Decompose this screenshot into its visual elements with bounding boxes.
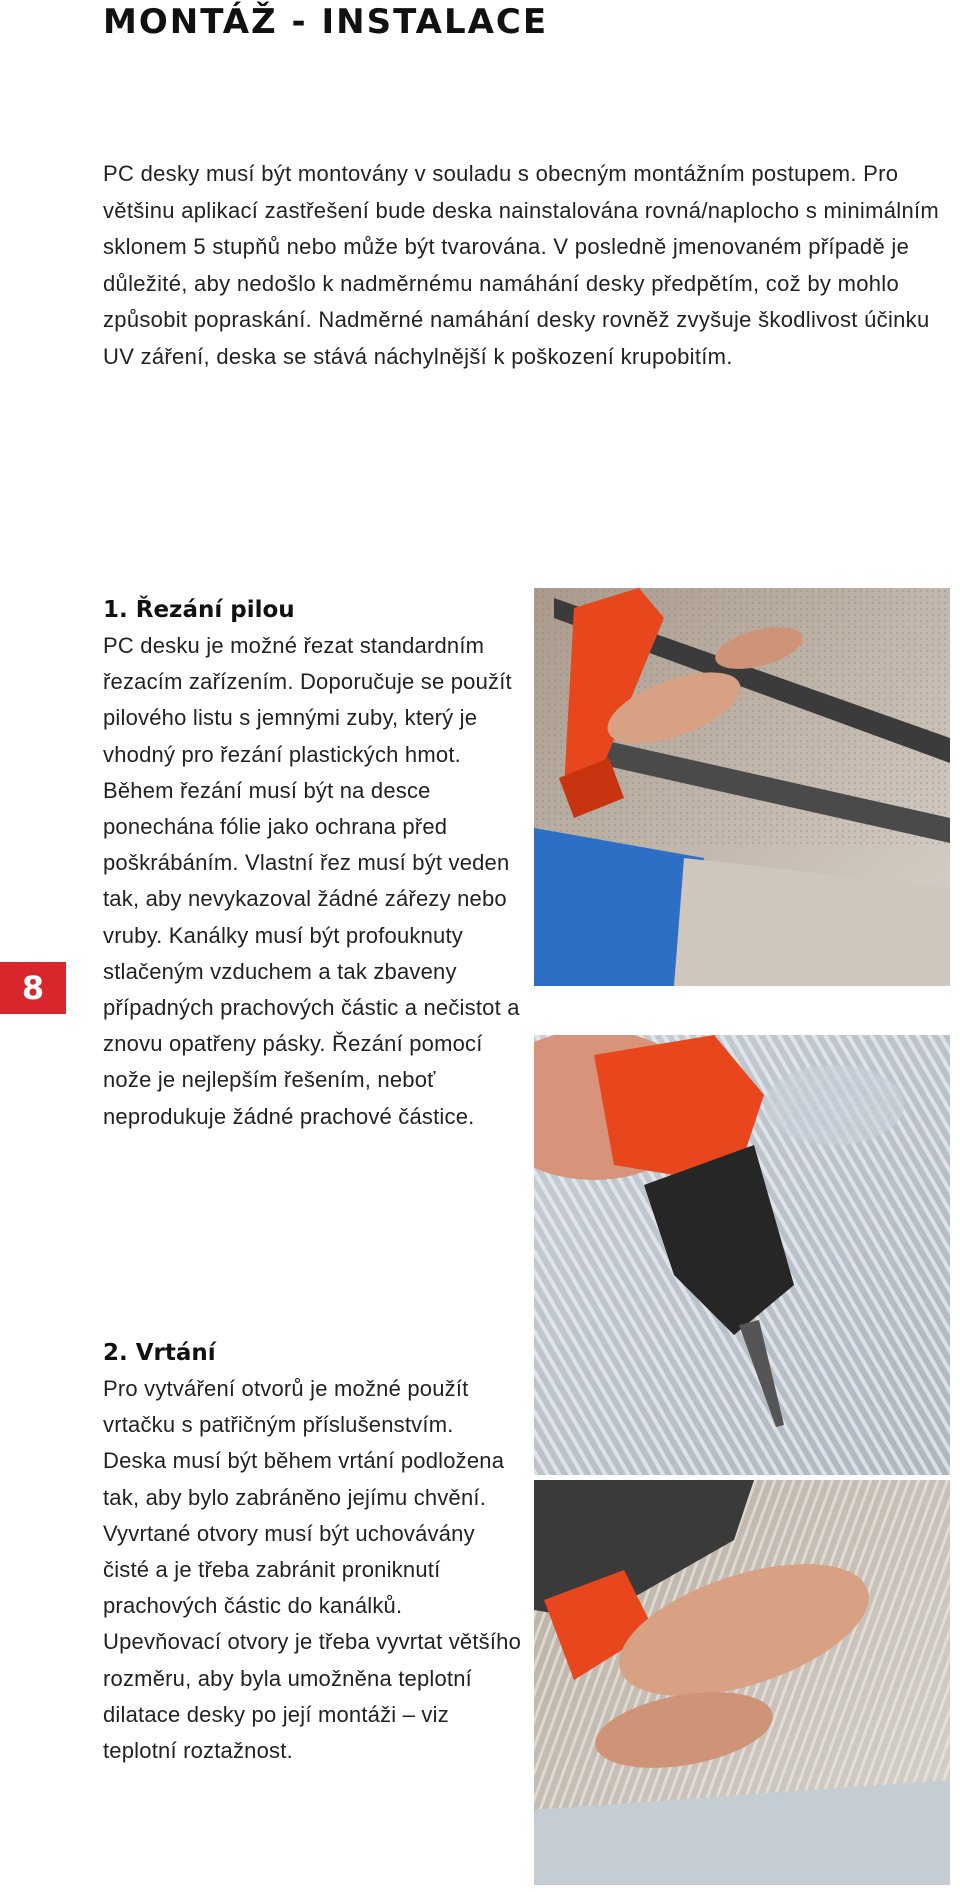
intro-paragraph: PC desky musí být montovány v souladu s obecným montážním postupem. Pro většinu aplikací zastřešení bude deska nainstalována rovná/naplocho s minimálním sklonem 5 stupňů nebo může být tvarována. V posledně jmenovaném případě je důležité, aby nedošlo k nadměrnému namáhání desky předpětím, což by mohlo způsobit popraskání. Nadměrné namáhání desky rovněž zvyšuje škodlivost účinku UV záření, deska se stává náchylnější k poškození krupobitím. <box>103 161 940 369</box>
section-drilling <box>103 1335 523 1769</box>
hacksaw-cutting-photo <box>534 588 950 986</box>
section-body: Pro vytváření otvorů je možné použít vrtačku s patřičným příslušenstvím. Deska musí být během vrtání podložena tak, aby bylo zabráněno jejímu chvění. Vyvrtané otvory musí být uchovávány čisté a je třeba zabránit proniknutí prachových částic do kanálků. Upevňovací otvory je třeba vyvrtat většího rozměru, aby byla umožněna teplotní dilatace desky po její montáži – viz teplotní roztažnost. <box>103 1376 522 1764</box>
drill-photo <box>534 1035 950 1475</box>
drilling-detail-photo <box>534 1480 950 1885</box>
section-heading: 1. Řezání pilou <box>103 597 295 623</box>
section-cutting <box>103 592 523 1135</box>
section-heading: 2. Vrtání <box>103 1340 216 1366</box>
page-number-badge: 8 <box>0 962 66 1014</box>
section-body: PC desku je možné řezat standardním řezacím zařízením. Doporučuje se použít pilového listu s jemnými zuby, který je vhodný pro řezání plastických hmot. Během řezání musí být na desce ponechána fólie jako ochrana před poškrábáním. Vlastní řez musí být veden tak, aby nevykazoval žádné zářezy nebo vruby. Kanálky musí být profouknuty stlačeným vzduchem a tak zbaveny případných prachových částic a nečistot a znovu opatřeny pásky. Řezání pomocí nože je nejlepším řešením, neboť neprodukuje žádné prachové částice. <box>103 633 520 1129</box>
page-title: MONTÁŽ - INSTALACE <box>103 2 549 42</box>
